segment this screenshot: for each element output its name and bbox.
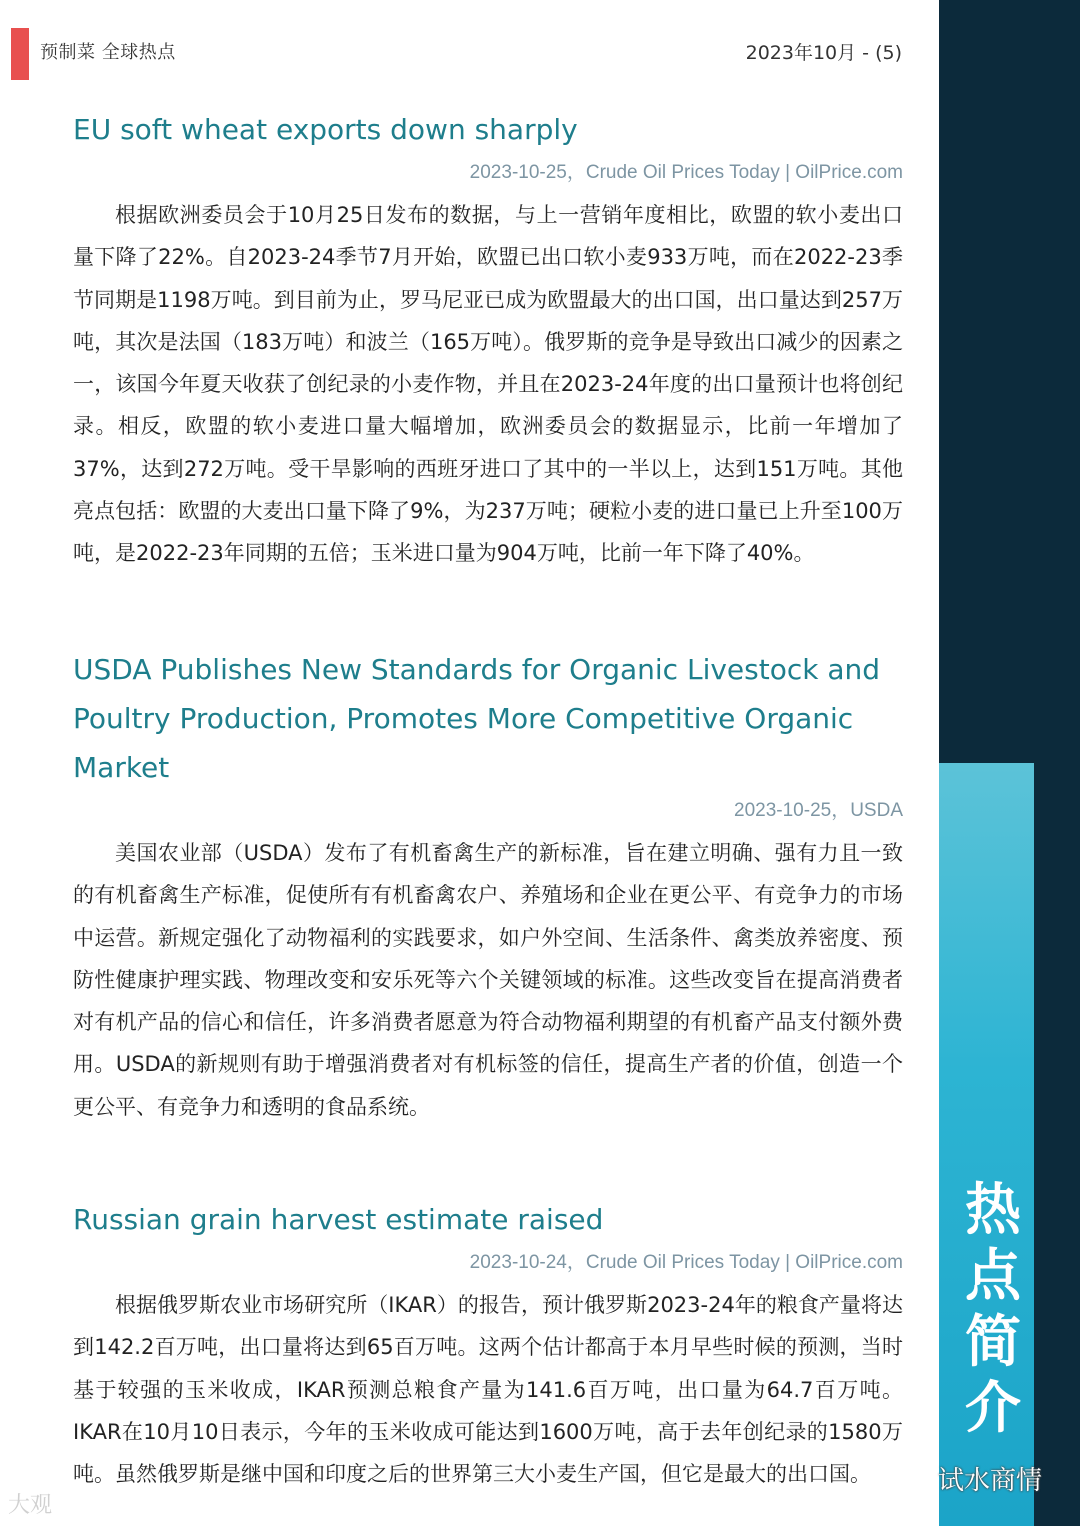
article-title: USDA Publishes New Standards for Organic Livestock and Poultry Production, Promotes More Competitive Organic Market: [73, 653, 881, 784]
sidebar-title: 热点简介: [965, 1178, 1021, 1441]
article-body: 美国农业部（USDA）发布了有机畜禽生产的新标准，旨在建立明确、强有力且一致的有机畜禽生产标准，促使所有有机畜禽农户、养殖场和企业在更公平、有竞争力的市场中运营。新规定强化了动物福利的实践要求，如户外空间、生活条件、禽类放养密度、预防性健康护理实践、物理改变和安乐死等六个关键领域的标准。这些改变旨在提高消费者对有机产品的信心和信任，许多消费者愿意为符合动物福利期望的有机畜产品支付额外费用。USDA的新规则有助于增强消费者对有机标签的信任，提高生产者的价值，创造一个更公平、有竞争力和透明的食品系统。: [73, 841, 903, 1119]
article: [73, 1195, 903, 1495]
section-label: 预制菜 全球热点: [40, 42, 176, 63]
article-meta: 2023-10-25，Crude Oil Prices Today | OilPrice.com: [469, 162, 903, 183]
article-body: 根据俄罗斯农业市场研究所（IKAR）的报告，预计俄罗斯2023-24年的粮食产量将达到142.2百万吨，出口量将达到65百万吨。这两个估计都高于本月早些时候的预测，当时基于较强的玉米收成，IKAR预测总粮食产量为141.6百万吨，出口量为64.7百万吨。IKAR在10月10日表示，今年的玉米收成可能达到1600万吨，高于去年创纪录的1580万吨。虽然俄罗斯是继中国和印度之后的世界第三大小麦生产国，但它是最大的出口国。: [73, 1293, 903, 1487]
issue-label: 2023年10月 - (5): [745, 42, 902, 64]
article-title: Russian grain harvest estimate raised: [73, 1203, 604, 1236]
article-body: 根据欧洲委员会于10月25日发布的数据，与上一营销年度相比，欧盟的软小麦出口量下降了22%。自2023-24季节7月开始，欧盟已出口软小麦933万吨，而在2022-23季节同期是1198万吨。到目前为止，罗马尼亚已成为欧盟最大的出口国，出口量达到257万吨，其次是法国（183万吨）和波兰（165万吨）。俄罗斯的竞争是导致出口减少的因素之一，该国今年夏天收获了创纪录的小麦作物，并且在2023-24年度的出口量预计也将创纪录。相反，欧盟的软小麦进口量大幅增加，欧洲委员会的数据显示，比前一年增加了37%，达到272万吨。受干旱影响的西班牙进口了其中的一半以上，达到151万吨。其他亮点包括：欧盟的大麦出口量下降了9%，为237万吨；硬粒小麦的进口量已上升至100万吨，是2022-23年同期的五倍；玉米进口量为904万吨，比前一年下降了40%。: [73, 203, 903, 566]
header-accent-bar: [11, 28, 29, 80]
article-title: EU soft wheat exports down sharply: [73, 113, 578, 146]
watermark-right: 试水商情: [938, 1466, 1043, 1496]
article-meta: 2023-10-25，USDA: [734, 800, 903, 821]
watermark-left: 大观: [8, 1493, 53, 1518]
wechat-icon: [895, 1468, 931, 1494]
article: [73, 645, 903, 1128]
article: [73, 105, 903, 575]
article-meta: 2023-10-24，Crude Oil Prices Today | OilPrice.com: [469, 1252, 903, 1273]
